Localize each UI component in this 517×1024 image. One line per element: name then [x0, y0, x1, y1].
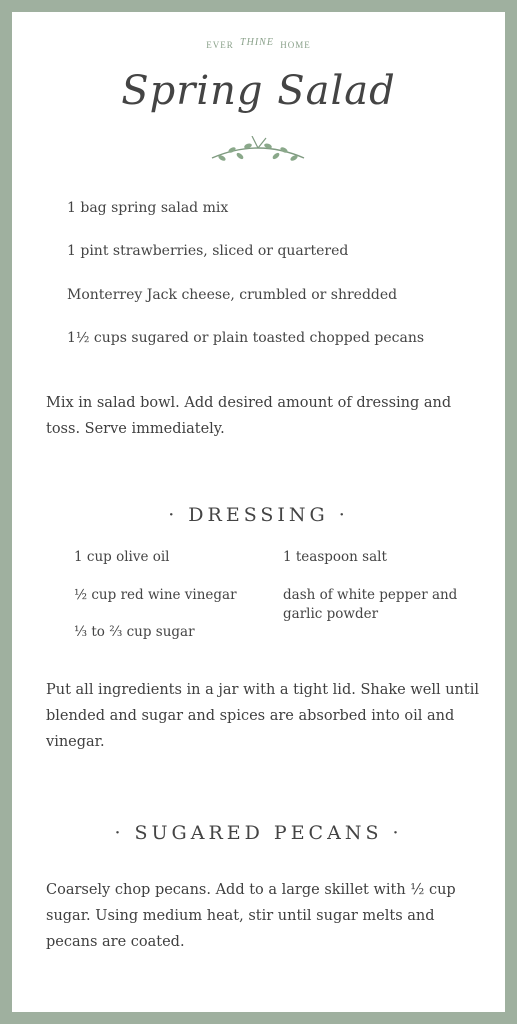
- ingredient-item: 1 pint strawberries, sliced or quartered: [67, 243, 349, 259]
- ingredient-item: Monterrey Jack cheese, crumbled or shredded: [67, 287, 398, 303]
- dressing-item: 1 cup olive oil: [74, 549, 170, 565]
- pecans-instructions: Coarsely chop pecans. Add to a large skillet with ½ cup sugar. Using medium heat, stir until sugar melts and pecans are coated.: [46, 882, 456, 950]
- ingredient-item: 1½ cups sugared or plain toasted chopped pecans: [67, 330, 425, 346]
- dressing-instructions: Put all ingredients in a jar with a tight lid. Shake well until blended and sugar and spices are absorbed into oil and vinegar.: [46, 682, 479, 750]
- brand-left: EVER: [206, 40, 234, 50]
- dressing-item: 1 teaspoon salt: [283, 549, 387, 565]
- dressing-item: ⅓ to ⅔ cup sugar: [74, 624, 195, 640]
- brand-right: HOME: [280, 40, 311, 50]
- ingredient-item: 1 bag spring salad mix: [67, 200, 229, 216]
- brand-mid: THINE: [240, 37, 274, 48]
- recipe-title: Spring Salad: [121, 68, 396, 114]
- sprig-icon: [208, 136, 308, 172]
- recipe-card: [12, 12, 505, 1012]
- dressing-item: dash of white pepper and garlic powder: [283, 587, 458, 622]
- dressing-item: ½ cup red wine vinegar: [74, 587, 237, 603]
- salad-instructions: Mix in salad bowl. Add desired amount of dressing and toss. Serve immediately.: [46, 395, 452, 437]
- pecans-heading: · SUGARED PECANS ·: [114, 822, 403, 844]
- brand-logo: [12, 37, 505, 51]
- dressing-heading: · DRESSING ·: [168, 504, 349, 526]
